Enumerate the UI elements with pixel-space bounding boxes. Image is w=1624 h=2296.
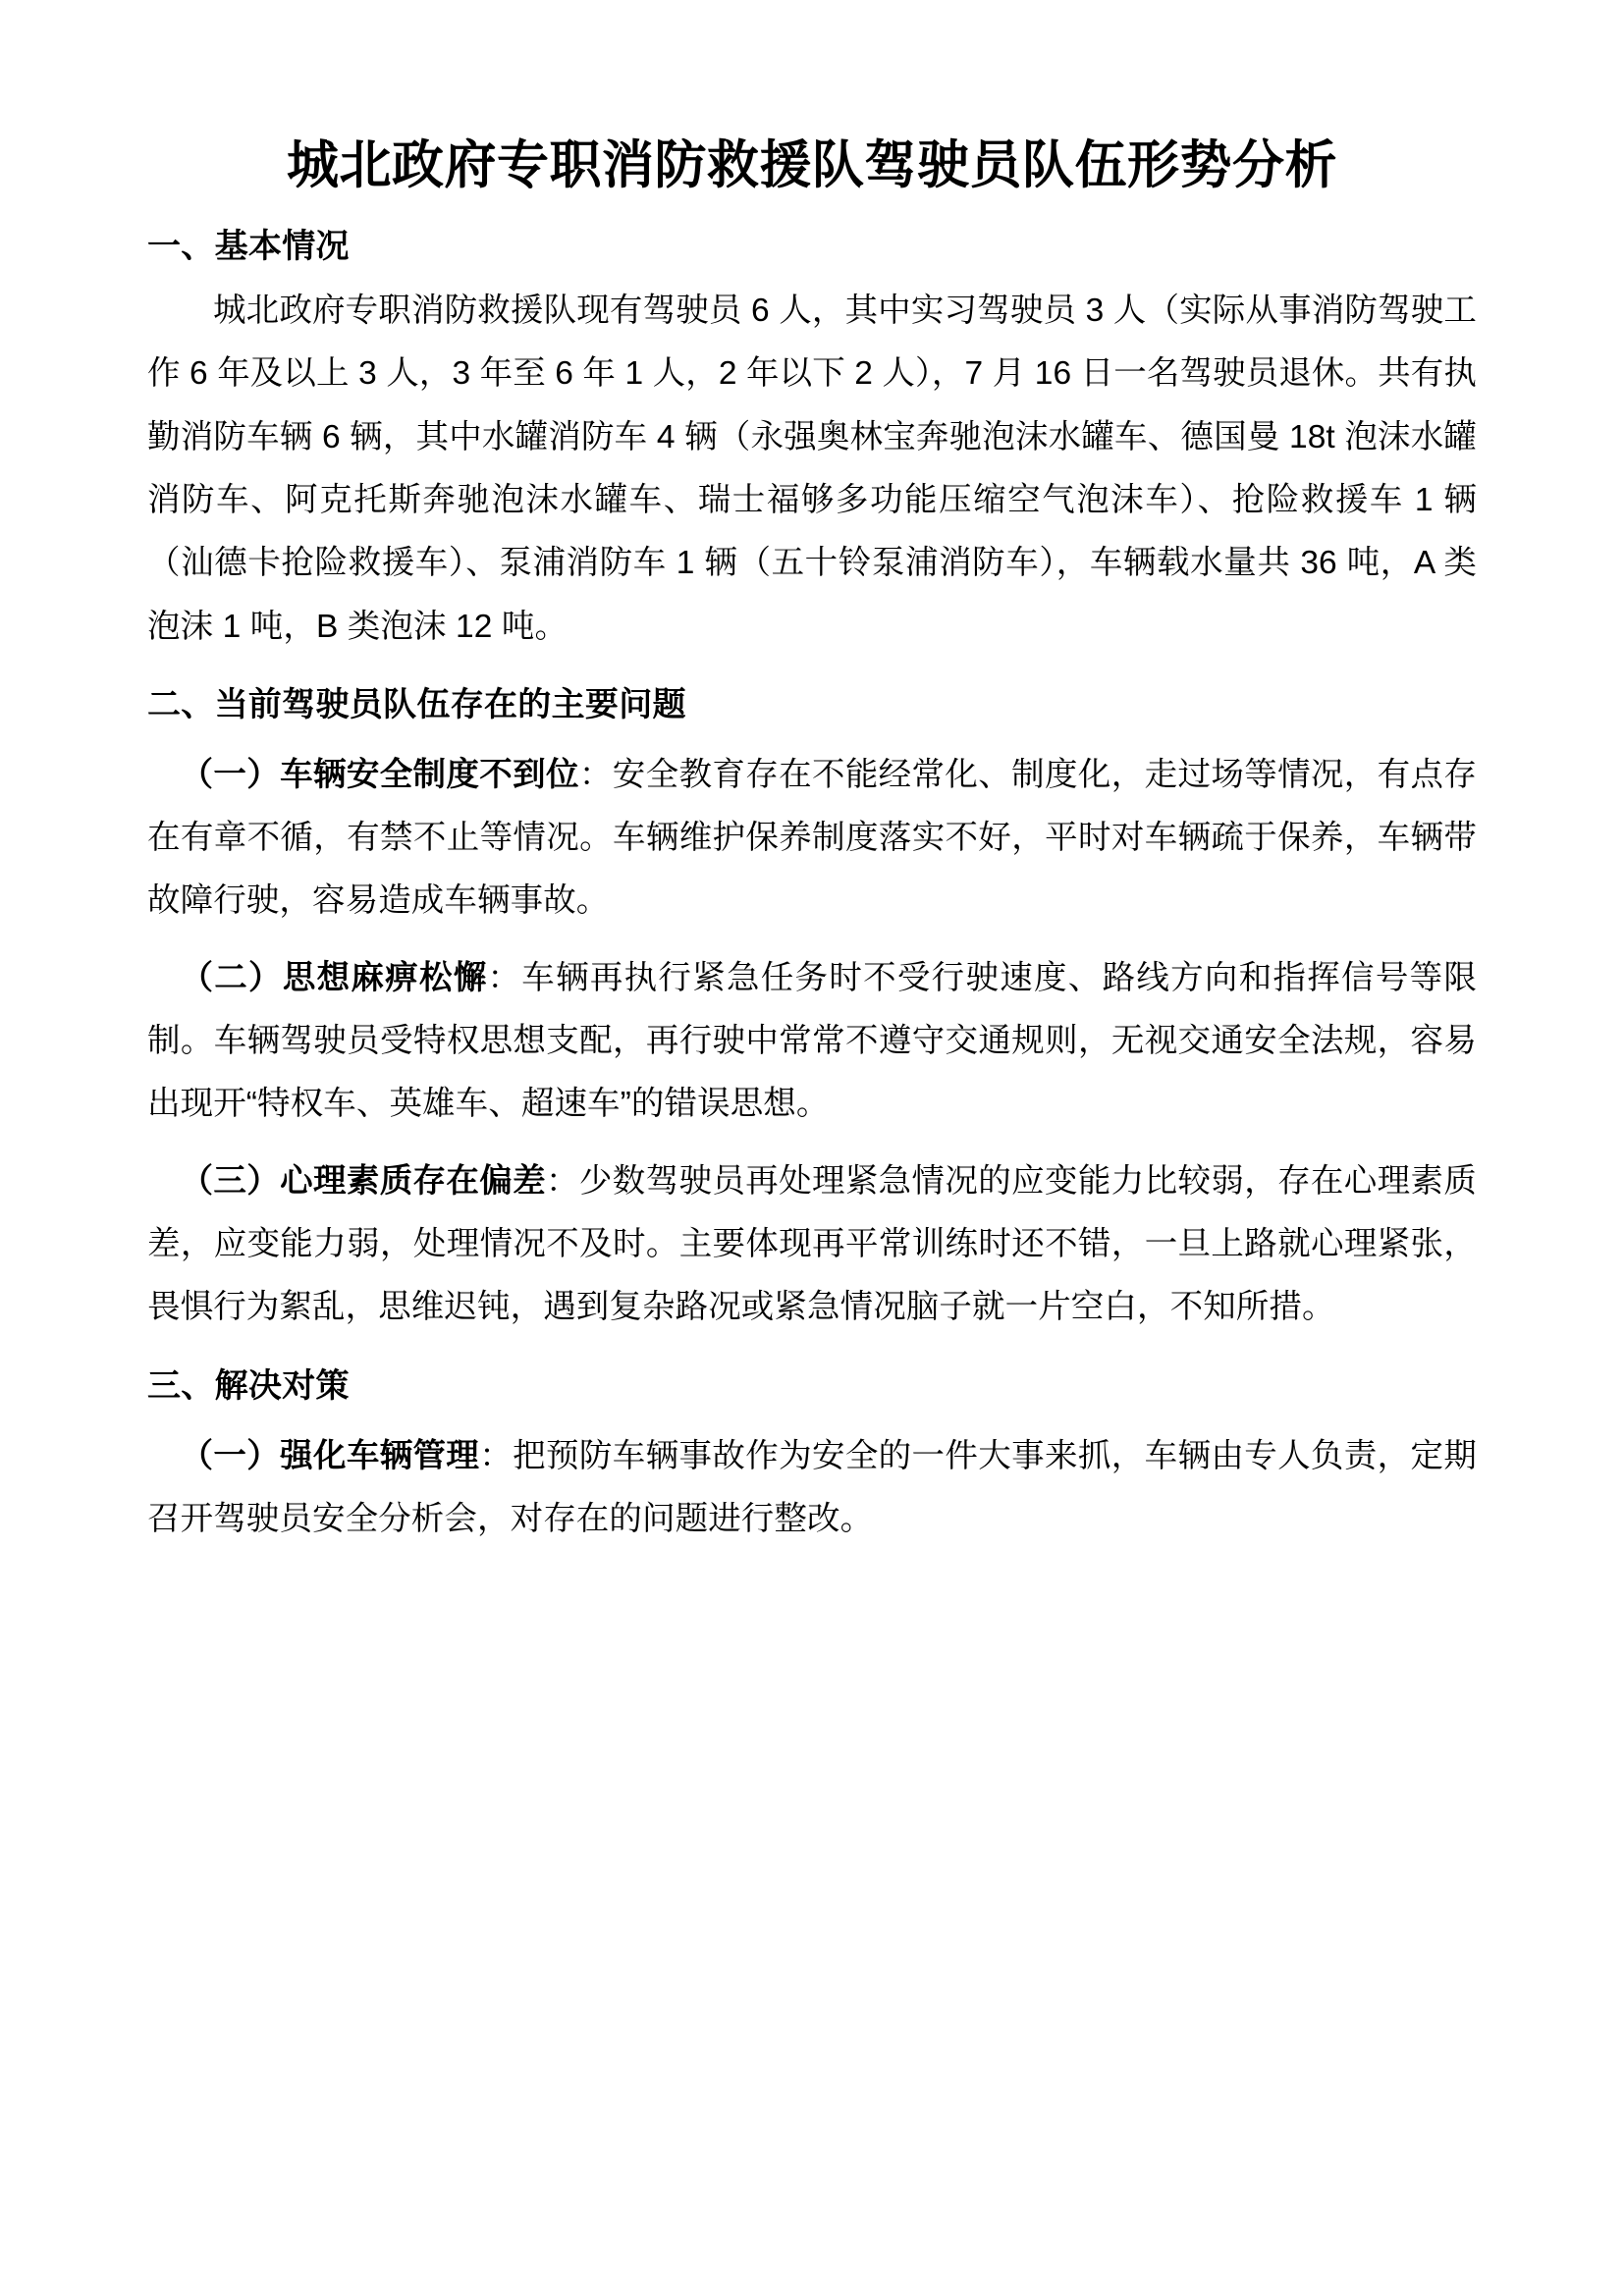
section-heading-solutions: 三、解决对策 (147, 1366, 350, 1405)
sub-item-label-mental-slackness: （二）思想麻痹松懈 (180, 959, 488, 996)
sub-item-body-mental-slackness: ：车辆再执行紧急任务时不受行驶速度、路线方向和指挥信号等限制。车辆驾驶员受特权思想支配，再行驶中常常不遵守交通规则，无视交通安全法规，容易出现开“特权车、英雄车、超速车”的错误思想。 (147, 959, 1477, 1123)
section-heading-main-problems: 二、当前驾驶员队伍存在的主要问题 (147, 685, 686, 723)
sub-item-body-strengthen-vehicle-management: ：把预防车辆事故作为安全的一件大事来抓，车辆由专人负责，定期召开驾驶员安全分析会，对存在的问题进行整改。 (147, 1437, 1477, 1537)
sub-item-body-vehicle-safety-system: ：安全教育存在不能经常化、制度化，走过场等情况，有点存在有章不循，有禁不止等情况。车辆维护保养制度落实不好，平时对车辆疏于保养，车辆带故障行驶，容易造成车辆事故。 (147, 756, 1477, 920)
sub-item-strengthen-vehicle-management (147, 1425, 1477, 1552)
sub-item-label-vehicle-safety-system: （一）车辆安全制度不到位 (180, 756, 579, 793)
sub-item-label-strengthen-vehicle-management: （一）强化车辆管理 (180, 1437, 480, 1474)
sub-item-label-psychological-deviation: （三）心理素质存在偏差 (180, 1162, 547, 1200)
sub-item-psychological-deviation (147, 1150, 1477, 1340)
sub-item-vehicle-safety-system (147, 744, 1477, 934)
section-heading-basic-situation: 一、基本情况 (147, 227, 350, 265)
sub-item-body-psychological-deviation: ：少数驾驶员再处理紧急情况的应变能力比较弱，存在心理素质差，应变能力弱，处理情况不及时。主要体现再平常训练时还不错，一旦上路就心理紧张，畏惧行为絮乱，思维迟钝，遇到复杂路况或紧急情况脑子就一片空白，不知所措。 (147, 1162, 1477, 1326)
page-title: 城北政府专职消防救援队驾驶员队伍形势分析 (287, 136, 1337, 194)
sub-item-mental-slackness (147, 947, 1477, 1137)
paragraph-basic-situation: 城北政府专职消防救援队现有驾驶员 6 人，其中实习驾驶员 3 人（实际从事消防驾驶工作 6 年及以上 3 人，3 年至 6 年 1 人，2 年以下 2 人），7 月 16 日一名驾驶员退休。共有执勤消防车辆 6 辆，其中水罐消防车 4 辆（永强奥林宝奔驰泡沫水罐车、德国曼 18t 泡沫水罐消防车、阿克托斯奔驰泡沫水罐车、瑞士福够多功能压缩空气泡沫车）、抢险救援车 1 辆（汕德卡抢险救援车）、泵浦消防车 1 辆（五十铃泵浦消防车），车辆载水量共 36 吨，A 类泡沫 1 吨，B 类泡沫 12 吨。 (147, 292, 1477, 645)
